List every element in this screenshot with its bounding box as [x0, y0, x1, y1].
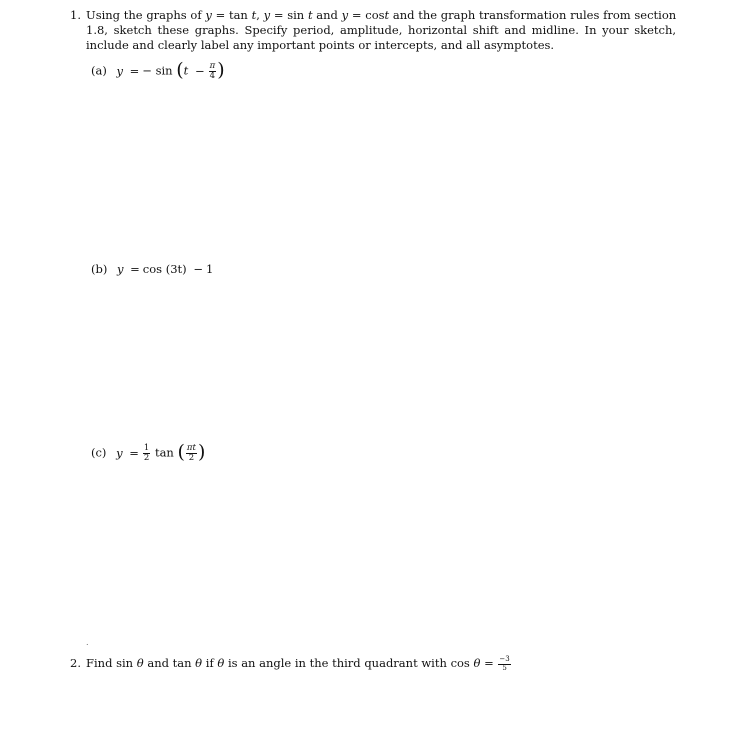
fraction: $\frac{1}{2}$ [143, 443, 150, 463]
part-label: (b) [91, 262, 108, 276]
stray-dot: . [86, 638, 89, 647]
problem-2 [70, 656, 676, 672]
part-label: (c) [91, 445, 107, 460]
open-paren: ( [176, 59, 184, 81]
close-paren: ) [197, 441, 206, 463]
fraction: $\frac{-3}{5}$ [499, 655, 510, 672]
problem-number: 2. [70, 656, 81, 670]
part-b: (b) y = cos (3t) − 1 [91, 262, 214, 276]
problem-2-statement: Find sin θ and tan θ if θ is an angle in the third quadrant with cos θ = $\frac{-3}{5}$ [86, 655, 510, 672]
fraction: $\frac{\pi}{4}$ [209, 61, 216, 81]
problem-1 [70, 8, 676, 53]
fraction: $\frac{\pi t}{2}$ [186, 443, 196, 463]
close-paren: ) [217, 59, 225, 81]
open-paren: ( [177, 441, 185, 463]
problem-1-intro-rest: and the graph transformation rules from section 1.8, sketch these graphs. Specify period, amplitude, horizontal shift and midline. In your sketch, include and clearly label any important points or intercepts, and all asymptotes. [86, 8, 677, 52]
problem-number: 1. [70, 8, 81, 22]
part-label: (a) [91, 63, 107, 78]
problem-1-statement: Using the graphs of y = tan t, y = sin t and y = cost and the graph transformation rules from section 1.8, sketch these graphs. Specify period, amplitude, horizontal shift and midline. In your sketch, include and clearly label any important points or intercepts, and all asymptotes. [86, 8, 677, 52]
part-c: (c) y = $\frac{1}{2}$ tan ( $\frac{\pi t}{2}$ ) [91, 441, 206, 463]
part-a: (a) y = − sin (t − $\frac{\pi}{4}$ ) [91, 59, 225, 81]
